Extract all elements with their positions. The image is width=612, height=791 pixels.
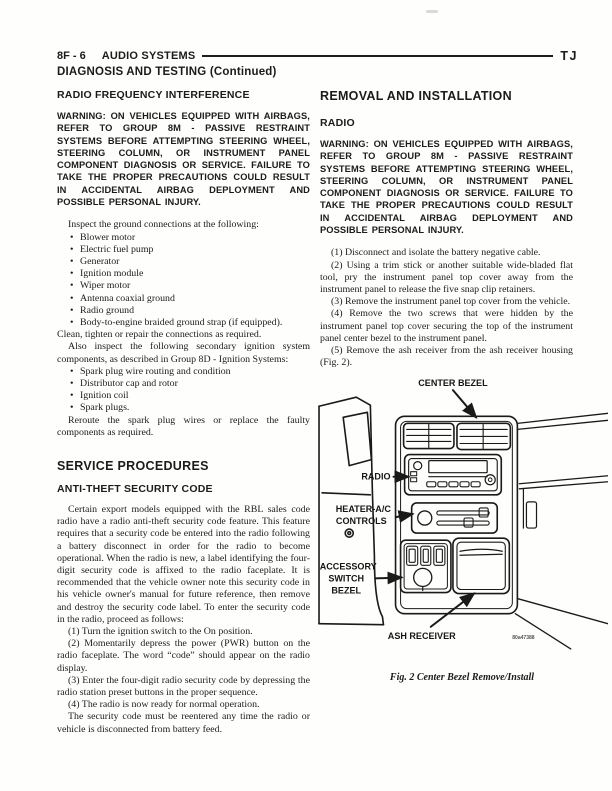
accessory-knob-opening [414,569,432,587]
door-top-seam [322,493,370,495]
left-column [57,89,310,736]
two-column-body [57,89,573,736]
dash-lower-lines [515,599,608,649]
center-bezel-label: CENTER BEZEL [418,378,488,389]
heater-slider-handle [479,508,488,517]
dash-top-lines [517,414,608,430]
section-title: AUDIO SYSTEMS [101,50,196,62]
accessory-rocker-switches [407,547,445,566]
center-bezel-line-drawing [316,375,608,659]
radio-label: RADIO [361,472,391,483]
door-bottom-line [319,624,383,625]
clean-paragraph: Clean, tighten or repair the connections as required. [57,329,262,341]
radio-small-button [411,472,417,476]
step-paragraph: (4) The radio is now ready for normal operation. [68,699,260,711]
reroute-paragraph: Reroute the spark plug wires or replace the faulty components as required. [57,414,310,438]
list-item: • Ignition module [57,268,310,280]
model-code: TJ [560,49,578,63]
ground-list [57,232,310,330]
heater-label-line2: CONTROLS [335,516,387,527]
radio-right-knob [485,475,495,485]
list-item: • Wiper motor [57,280,310,292]
door-screw [345,529,353,537]
left-vent-louvers [407,425,451,448]
figure-id: 80a47388 [512,635,535,642]
list-item: • Spark plug wire routing and condition [57,366,310,378]
radio-left-knob [414,462,422,470]
anti-theft-heading: ANTI-THEFT SECURITY CODE [57,483,213,496]
scan-artifact [426,10,438,13]
list-item: • Generator [57,256,310,268]
step-paragraph: (1) Disconnect and isolate the battery negative cable. [331,247,541,259]
radio-preset-buttons [427,482,480,487]
right-vent-louvers [460,425,507,449]
ignition-intro: Also inspect the following secondary ignition system components, as described in Group 8D - Ignition Systems: [57,341,310,365]
radio-faceplate [409,459,498,491]
right-column [320,89,573,736]
ash-receiver-handle [460,550,502,556]
list-item: • Spark plugs. [57,402,310,414]
list-item: • Ignition coil [57,390,310,402]
heater-label-line1: HEATER-A/C [335,504,391,515]
ash-receiver-outline [453,539,509,594]
door-screw-center [348,532,351,535]
continued-heading: DIAGNOSIS AND TESTING (Continued) [57,66,277,78]
window-opening [343,413,371,466]
service-procedures-heading: SERVICE PROCEDURES [57,459,209,474]
step-paragraph: (2) Using a trim stick or another suitable wide-bladed flat tool, pry the instrument panel top cover away from the instrument panel to release the five snap clip retainers. [320,259,573,295]
heater-knob [418,511,432,525]
radio-small-button [411,478,417,482]
accessory-label-line2: SWITCH [328,573,365,584]
header-rule [202,55,553,57]
step-paragraph: (4) Remove the two screws that were hidden by the instrument panel top cover securing the top of the instrument panel center bezel to the instrument panel. [320,308,573,344]
accessory-label-line1: ACCESSORY [319,561,377,572]
radio-right-knob-center [488,478,492,482]
accessory-bezel-inner [404,544,447,589]
dash-mid-lines [519,476,608,489]
closing-paragraph: The security code must be reentered any time the radio or vehicle is disconnected from battery feed. [57,711,310,735]
dash-side-vent [526,502,536,528]
ignition-list [57,366,310,415]
figure-2 [316,375,608,683]
list-item: • Electric fuel pump [57,244,310,256]
page-number: 8F - 6 [57,50,86,62]
anti-theft-paragraph: Certain export models equipped with the RBL sales code radio have a radio anti-theft security code feature. This feature requires that a security code be entered into the radio following a battery disconnect in order for the radio to become operational. When the radio is new, a label identifying the four-digit security code is affixed to the radio faceplate. It is recommended that the vehicle owner note this security code in his vehicle owner's manual for future reference, then remove and destroy the security code label. To enter the security code in the radio, proceed as follows: [57,504,310,625]
removal-installation-heading: REMOVAL AND INSTALLATION [320,89,512,103]
rfi-warning: WARNING: ON VEHICLES EQUIPPED WITH AIRBAGS, REFER TO GROUP 8M - PASSIVE RESTRAINT SYSTEMS BEFORE ATTEMPTING STEERING WHEEL, STEERING COLUMN, OR INSTRUMENT PANEL COMPONENT DIAGNOSIS OR SERVICE. FAILURE TO TAKE THE PROPER PRECAUTIONS COULD RESULT IN ACCIDENTAL AIRBAG DEPLOYMENT AND POSSIBLE PERSONAL INJURY. [57,111,310,208]
heater-slider-handle [464,518,473,527]
list-item: • Blower motor [57,232,310,244]
step-paragraph: (5) Remove the ash receiver from the ash receiver housing (Fig. 2). [320,345,573,369]
page-header [57,49,578,63]
figure-caption: Fig. 2 Center Bezel Remove/Install [389,672,535,684]
step-paragraph: (3) Remove the instrument panel top cover from the vehicle. [331,296,571,308]
radio-warning: WARNING: ON VEHICLES EQUIPPED WITH AIRBAGS, REFER TO GROUP 8M - PASSIVE RESTRAINT SYSTEMS BEFORE ATTEMPTING STEERING WHEEL, STEERING COLUMN, OR INSTRUMENT PANEL COMPONENT DIAGNOSIS OR SERVICE. FAILURE TO TAKE THE PROPER PRECAUTIONS COULD RESULT IN ACCIDENTAL AIRBAG DEPLOYMENT AND POSSIBLE PERSONAL INJURY. [320,139,573,236]
list-item: • Antenna coaxial ground [57,293,310,305]
radio-heading: RADIO [320,117,355,129]
radio-display [429,461,487,473]
list-item: • Body-to-engine braided ground strap (if equipped). [57,317,310,329]
step-paragraph: (3) Enter the four-digit radio security code by depressing the radio station preset buttons in the proper sequence. [57,674,310,699]
step-paragraph: (2) Momentarily depress the power (PWR) button on the radio faceplate. The word “code” should appear on the radio display. [57,638,310,674]
heater-slider-track [437,521,489,525]
rfi-heading: RADIO FREQUENCY INTERFERENCE [57,89,250,101]
accessory-bezel-outline [401,541,451,593]
step-paragraph: (1) Turn the ignition switch to the On position. [68,626,253,638]
heater-slider-track [437,511,489,515]
ash-receiver-label: ASH RECEIVER [387,631,456,642]
accessory-label-line3: BEZEL [331,585,362,596]
list-item: • Radio ground [57,305,310,317]
list-item: • Distributor cap and rotor [57,378,310,390]
ground-intro: Inspect the ground connections at the following: [68,219,259,231]
